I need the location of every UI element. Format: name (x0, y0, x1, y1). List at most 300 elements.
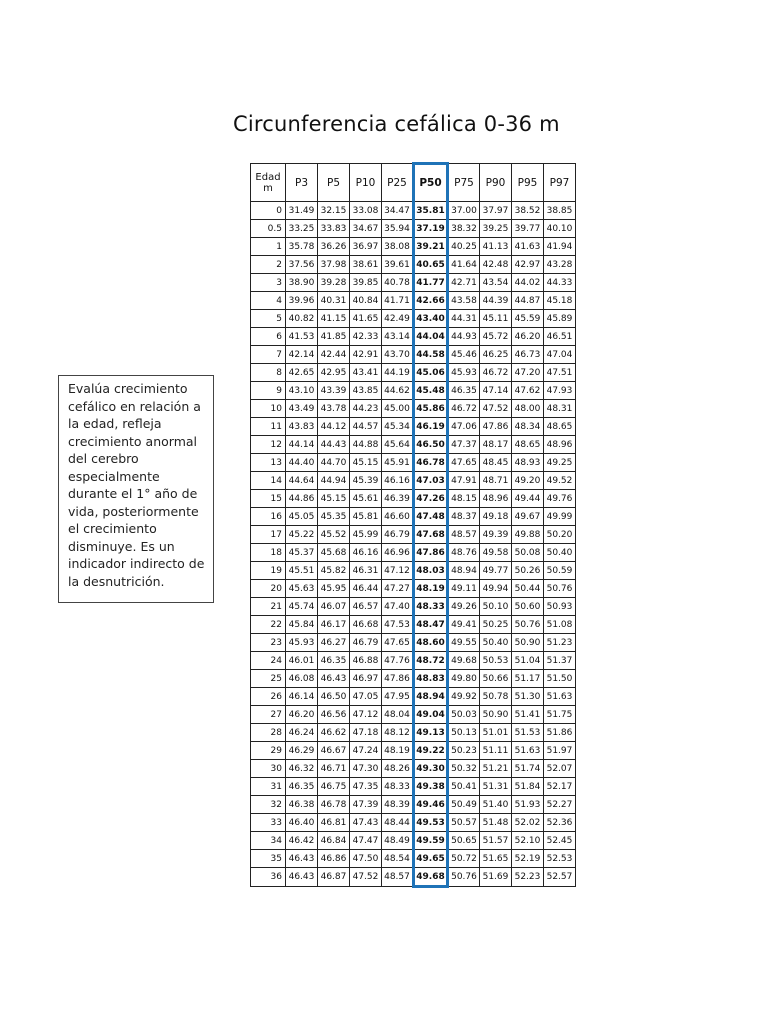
value-cell: 51.40 (480, 796, 512, 814)
table-row (251, 526, 576, 544)
value-cell: 40.10 (544, 220, 576, 238)
value-cell: 45.59 (512, 310, 544, 328)
value-cell: 46.35 (448, 382, 480, 400)
value-cell: 46.60 (382, 508, 414, 526)
column-header-p75: P75 (448, 164, 480, 202)
age-cell: 1 (251, 238, 286, 256)
age-cell: 31 (251, 778, 286, 796)
value-cell: 48.26 (382, 760, 414, 778)
value-cell: 46.20 (512, 328, 544, 346)
value-cell: 49.20 (512, 472, 544, 490)
value-cell: 45.22 (286, 526, 318, 544)
age-cell: 29 (251, 742, 286, 760)
value-cell: 41.94 (544, 238, 576, 256)
value-cell: 49.92 (448, 688, 480, 706)
value-cell: 50.53 (480, 652, 512, 670)
value-cell: 48.65 (544, 418, 576, 436)
value-cell: 51.69 (480, 868, 512, 887)
value-cell: 46.01 (286, 652, 318, 670)
value-cell: 51.65 (480, 850, 512, 868)
value-cell: 47.04 (544, 346, 576, 364)
value-cell: 45.91 (382, 454, 414, 472)
value-cell: 49.58 (480, 544, 512, 562)
table-row (251, 346, 576, 364)
value-cell: 49.18 (480, 508, 512, 526)
value-cell: 48.44 (382, 814, 414, 832)
p50-cell: 49.65 (414, 850, 448, 868)
value-cell: 44.88 (350, 436, 382, 454)
value-cell: 48.96 (480, 490, 512, 508)
value-cell: 46.62 (318, 724, 350, 742)
age-cell: 2 (251, 256, 286, 274)
value-cell: 48.93 (512, 454, 544, 472)
p50-cell: 49.59 (414, 832, 448, 850)
value-cell: 51.74 (512, 760, 544, 778)
p50-cell: 49.30 (414, 760, 448, 778)
age-cell: 13 (251, 454, 286, 472)
p50-cell: 49.38 (414, 778, 448, 796)
value-cell: 44.94 (318, 472, 350, 490)
value-cell: 51.11 (480, 742, 512, 760)
value-cell: 39.25 (480, 220, 512, 238)
value-cell: 45.39 (350, 472, 382, 490)
value-cell: 51.08 (544, 616, 576, 634)
value-cell: 48.15 (448, 490, 480, 508)
column-header-p50: P50 (414, 164, 448, 202)
value-cell: 46.44 (350, 580, 382, 598)
value-cell: 47.39 (350, 796, 382, 814)
value-cell: 51.30 (512, 688, 544, 706)
value-cell: 51.84 (512, 778, 544, 796)
age-cell: 4 (251, 292, 286, 310)
value-cell: 38.52 (512, 202, 544, 220)
value-cell: 50.78 (480, 688, 512, 706)
value-cell: 37.56 (286, 256, 318, 274)
value-cell: 47.37 (448, 436, 480, 454)
value-cell: 43.49 (286, 400, 318, 418)
value-cell: 52.07 (544, 760, 576, 778)
value-cell: 32.15 (318, 202, 350, 220)
value-cell: 48.34 (512, 418, 544, 436)
value-cell: 41.64 (448, 256, 480, 274)
table-row (251, 544, 576, 562)
value-cell: 40.31 (318, 292, 350, 310)
column-header-p97: P97 (544, 164, 576, 202)
value-cell: 45.18 (544, 292, 576, 310)
value-cell: 46.08 (286, 670, 318, 688)
value-cell: 37.97 (480, 202, 512, 220)
value-cell: 46.78 (318, 796, 350, 814)
value-cell: 50.44 (512, 580, 544, 598)
value-cell: 50.90 (480, 706, 512, 724)
value-cell: 47.86 (382, 670, 414, 688)
table-row (251, 742, 576, 760)
value-cell: 38.32 (448, 220, 480, 238)
table-row (251, 238, 576, 256)
value-cell: 46.29 (286, 742, 318, 760)
value-cell: 44.70 (318, 454, 350, 472)
description-note: Evalúa crecimiento cefálico en relación a la edad, refleja crecimiento anormal del cerebro especialmente durante el 1° año de vida, posteriormente el crecimiento disminuye. Es un indicador indirecto de la desnutrición. (58, 375, 214, 603)
value-cell: 49.44 (512, 490, 544, 508)
p50-cell: 46.19 (414, 418, 448, 436)
value-cell: 44.93 (448, 328, 480, 346)
value-cell: 46.20 (286, 706, 318, 724)
value-cell: 46.86 (318, 850, 350, 868)
value-cell: 40.78 (382, 274, 414, 292)
value-cell: 46.16 (382, 472, 414, 490)
p50-cell: 49.46 (414, 796, 448, 814)
age-cell: 32 (251, 796, 286, 814)
value-cell: 47.53 (382, 616, 414, 634)
value-cell: 51.21 (480, 760, 512, 778)
value-cell: 50.90 (512, 634, 544, 652)
value-cell: 50.57 (448, 814, 480, 832)
value-cell: 48.65 (512, 436, 544, 454)
value-cell: 48.31 (544, 400, 576, 418)
p50-cell: 48.19 (414, 580, 448, 598)
value-cell: 49.67 (512, 508, 544, 526)
value-cell: 45.93 (448, 364, 480, 382)
value-cell: 46.24 (286, 724, 318, 742)
value-cell: 51.31 (480, 778, 512, 796)
table-row (251, 778, 576, 796)
value-cell: 46.43 (286, 850, 318, 868)
value-cell: 50.25 (480, 616, 512, 634)
table-row (251, 256, 576, 274)
value-cell: 44.19 (382, 364, 414, 382)
age-cell: 21 (251, 598, 286, 616)
value-cell: 50.10 (480, 598, 512, 616)
value-cell: 48.33 (382, 778, 414, 796)
value-cell: 44.40 (286, 454, 318, 472)
value-cell: 42.44 (318, 346, 350, 364)
value-cell: 43.54 (480, 274, 512, 292)
table-row (251, 868, 576, 887)
table-row (251, 850, 576, 868)
table-row (251, 328, 576, 346)
value-cell: 47.52 (480, 400, 512, 418)
value-cell: 43.41 (350, 364, 382, 382)
value-cell: 46.57 (350, 598, 382, 616)
value-cell: 50.76 (448, 868, 480, 887)
value-cell: 43.70 (382, 346, 414, 364)
value-cell: 37.00 (448, 202, 480, 220)
table-body (251, 202, 576, 887)
age-cell: 6 (251, 328, 286, 346)
value-cell: 45.15 (350, 454, 382, 472)
age-cell: 0 (251, 202, 286, 220)
value-cell: 50.65 (448, 832, 480, 850)
value-cell: 42.97 (512, 256, 544, 274)
value-cell: 44.14 (286, 436, 318, 454)
value-cell: 48.57 (448, 526, 480, 544)
value-cell: 44.23 (350, 400, 382, 418)
value-cell: 44.64 (286, 472, 318, 490)
table-row (251, 760, 576, 778)
table-row (251, 418, 576, 436)
value-cell: 52.10 (512, 832, 544, 850)
value-cell: 47.35 (350, 778, 382, 796)
value-cell: 36.97 (350, 238, 382, 256)
value-cell: 44.31 (448, 310, 480, 328)
table-row (251, 688, 576, 706)
value-cell: 43.14 (382, 328, 414, 346)
value-cell: 49.76 (544, 490, 576, 508)
table-row (251, 364, 576, 382)
age-cell: 25 (251, 670, 286, 688)
value-cell: 44.87 (512, 292, 544, 310)
value-cell: 45.82 (318, 562, 350, 580)
value-cell: 47.12 (382, 562, 414, 580)
value-cell: 44.57 (350, 418, 382, 436)
value-cell: 46.96 (382, 544, 414, 562)
value-cell: 50.72 (448, 850, 480, 868)
value-cell: 45.89 (544, 310, 576, 328)
value-cell: 44.02 (512, 274, 544, 292)
value-cell: 45.84 (286, 616, 318, 634)
value-cell: 46.71 (318, 760, 350, 778)
p50-cell: 47.68 (414, 526, 448, 544)
value-cell: 38.08 (382, 238, 414, 256)
value-cell: 47.47 (350, 832, 382, 850)
table-row (251, 436, 576, 454)
value-cell: 50.66 (480, 670, 512, 688)
p50-cell: 45.06 (414, 364, 448, 382)
table-row (251, 202, 576, 220)
value-cell: 46.31 (350, 562, 382, 580)
value-cell: 46.40 (286, 814, 318, 832)
value-cell: 44.12 (318, 418, 350, 436)
table-row (251, 400, 576, 418)
p50-cell: 44.58 (414, 346, 448, 364)
value-cell: 45.93 (286, 634, 318, 652)
table-row (251, 580, 576, 598)
value-cell: 47.50 (350, 850, 382, 868)
value-cell: 46.73 (512, 346, 544, 364)
value-cell: 46.39 (382, 490, 414, 508)
table-row (251, 292, 576, 310)
value-cell: 50.40 (480, 634, 512, 652)
value-cell: 42.14 (286, 346, 318, 364)
column-header-p10: P10 (350, 164, 382, 202)
value-cell: 34.67 (350, 220, 382, 238)
value-cell: 52.17 (544, 778, 576, 796)
value-cell: 51.50 (544, 670, 576, 688)
value-cell: 33.25 (286, 220, 318, 238)
value-cell: 48.94 (448, 562, 480, 580)
value-cell: 47.93 (544, 382, 576, 400)
table-row (251, 814, 576, 832)
value-cell: 48.54 (382, 850, 414, 868)
value-cell: 46.67 (318, 742, 350, 760)
age-cell: 33 (251, 814, 286, 832)
value-cell: 49.39 (480, 526, 512, 544)
value-cell: 47.65 (448, 454, 480, 472)
value-cell: 46.51 (544, 328, 576, 346)
page-title: Circunferencia cefálica 0-36 m (233, 112, 560, 136)
value-cell: 35.78 (286, 238, 318, 256)
value-cell: 45.05 (286, 508, 318, 526)
table-row (251, 616, 576, 634)
value-cell: 47.62 (512, 382, 544, 400)
age-cell: 5 (251, 310, 286, 328)
table-row (251, 310, 576, 328)
p50-cell: 47.48 (414, 508, 448, 526)
column-header-p5: P5 (318, 164, 350, 202)
value-cell: 43.58 (448, 292, 480, 310)
value-cell: 38.85 (544, 202, 576, 220)
value-cell: 48.45 (480, 454, 512, 472)
value-cell: 44.62 (382, 382, 414, 400)
value-cell: 41.13 (480, 238, 512, 256)
value-cell: 46.43 (286, 868, 318, 887)
value-cell: 46.32 (286, 760, 318, 778)
value-cell: 39.77 (512, 220, 544, 238)
value-cell: 38.90 (286, 274, 318, 292)
p50-cell: 47.86 (414, 544, 448, 562)
age-cell: 9 (251, 382, 286, 400)
p50-cell: 48.60 (414, 634, 448, 652)
value-cell: 49.99 (544, 508, 576, 526)
value-cell: 47.86 (480, 418, 512, 436)
age-cell: 28 (251, 724, 286, 742)
value-cell: 42.48 (480, 256, 512, 274)
value-cell: 51.57 (480, 832, 512, 850)
table-row (251, 508, 576, 526)
age-cell: 14 (251, 472, 286, 490)
p50-cell: 35.81 (414, 202, 448, 220)
value-cell: 45.99 (350, 526, 382, 544)
table-row (251, 706, 576, 724)
table-row (251, 472, 576, 490)
p50-cell: 46.50 (414, 436, 448, 454)
value-cell: 46.72 (480, 364, 512, 382)
percentile-table (250, 162, 576, 888)
value-cell: 43.39 (318, 382, 350, 400)
value-cell: 37.98 (318, 256, 350, 274)
value-cell: 48.49 (382, 832, 414, 850)
value-cell: 46.87 (318, 868, 350, 887)
value-cell: 49.88 (512, 526, 544, 544)
value-cell: 45.15 (318, 490, 350, 508)
age-cell: 22 (251, 616, 286, 634)
value-cell: 40.82 (286, 310, 318, 328)
value-cell: 31.49 (286, 202, 318, 220)
value-cell: 51.63 (512, 742, 544, 760)
age-cell: 30 (251, 760, 286, 778)
value-cell: 45.81 (350, 508, 382, 526)
value-cell: 39.61 (382, 256, 414, 274)
age-cell: 17 (251, 526, 286, 544)
value-cell: 48.57 (382, 868, 414, 887)
value-cell: 50.76 (544, 580, 576, 598)
value-cell: 45.61 (350, 490, 382, 508)
p50-cell: 47.26 (414, 490, 448, 508)
column-header-p90: P90 (480, 164, 512, 202)
value-cell: 50.59 (544, 562, 576, 580)
value-cell: 47.76 (382, 652, 414, 670)
value-cell: 48.39 (382, 796, 414, 814)
value-cell: 49.55 (448, 634, 480, 652)
p50-cell: 41.77 (414, 274, 448, 292)
value-cell: 49.80 (448, 670, 480, 688)
value-cell: 51.97 (544, 742, 576, 760)
table-row (251, 562, 576, 580)
age-cell: 36 (251, 868, 286, 887)
p50-cell: 47.03 (414, 472, 448, 490)
value-cell: 50.60 (512, 598, 544, 616)
value-cell: 41.63 (512, 238, 544, 256)
value-cell: 43.83 (286, 418, 318, 436)
column-header-edad: Edad m (251, 164, 286, 202)
value-cell: 35.94 (382, 220, 414, 238)
value-cell: 36.26 (318, 238, 350, 256)
value-cell: 38.61 (350, 256, 382, 274)
value-cell: 48.04 (382, 706, 414, 724)
age-cell: 23 (251, 634, 286, 652)
value-cell: 47.24 (350, 742, 382, 760)
value-cell: 50.32 (448, 760, 480, 778)
table-row (251, 652, 576, 670)
p50-cell: 37.19 (414, 220, 448, 238)
value-cell: 49.25 (544, 454, 576, 472)
age-cell: 7 (251, 346, 286, 364)
value-cell: 34.47 (382, 202, 414, 220)
value-cell: 47.18 (350, 724, 382, 742)
value-cell: 51.53 (512, 724, 544, 742)
p50-cell: 48.94 (414, 688, 448, 706)
value-cell: 50.93 (544, 598, 576, 616)
value-cell: 52.02 (512, 814, 544, 832)
value-cell: 44.86 (286, 490, 318, 508)
value-cell: 46.35 (318, 652, 350, 670)
table-header-row (251, 164, 576, 202)
table-row (251, 670, 576, 688)
p50-cell: 45.48 (414, 382, 448, 400)
value-cell: 49.41 (448, 616, 480, 634)
table-row (251, 382, 576, 400)
value-cell: 46.42 (286, 832, 318, 850)
value-cell: 44.39 (480, 292, 512, 310)
value-cell: 47.30 (350, 760, 382, 778)
value-cell: 45.34 (382, 418, 414, 436)
value-cell: 42.49 (382, 310, 414, 328)
value-cell: 52.23 (512, 868, 544, 887)
p50-cell: 49.68 (414, 868, 448, 887)
age-cell: 16 (251, 508, 286, 526)
value-cell: 52.19 (512, 850, 544, 868)
p50-cell: 44.04 (414, 328, 448, 346)
value-cell: 45.64 (382, 436, 414, 454)
age-cell: 19 (251, 562, 286, 580)
value-cell: 46.79 (382, 526, 414, 544)
value-cell: 47.20 (512, 364, 544, 382)
p50-cell: 48.03 (414, 562, 448, 580)
value-cell: 39.28 (318, 274, 350, 292)
column-header-p95: P95 (512, 164, 544, 202)
table-row (251, 598, 576, 616)
p50-cell: 49.13 (414, 724, 448, 742)
value-cell: 46.27 (318, 634, 350, 652)
value-cell: 50.49 (448, 796, 480, 814)
age-cell: 34 (251, 832, 286, 850)
value-cell: 41.53 (286, 328, 318, 346)
value-cell: 39.85 (350, 274, 382, 292)
value-cell: 46.79 (350, 634, 382, 652)
age-cell: 8 (251, 364, 286, 382)
value-cell: 49.26 (448, 598, 480, 616)
value-cell: 41.15 (318, 310, 350, 328)
